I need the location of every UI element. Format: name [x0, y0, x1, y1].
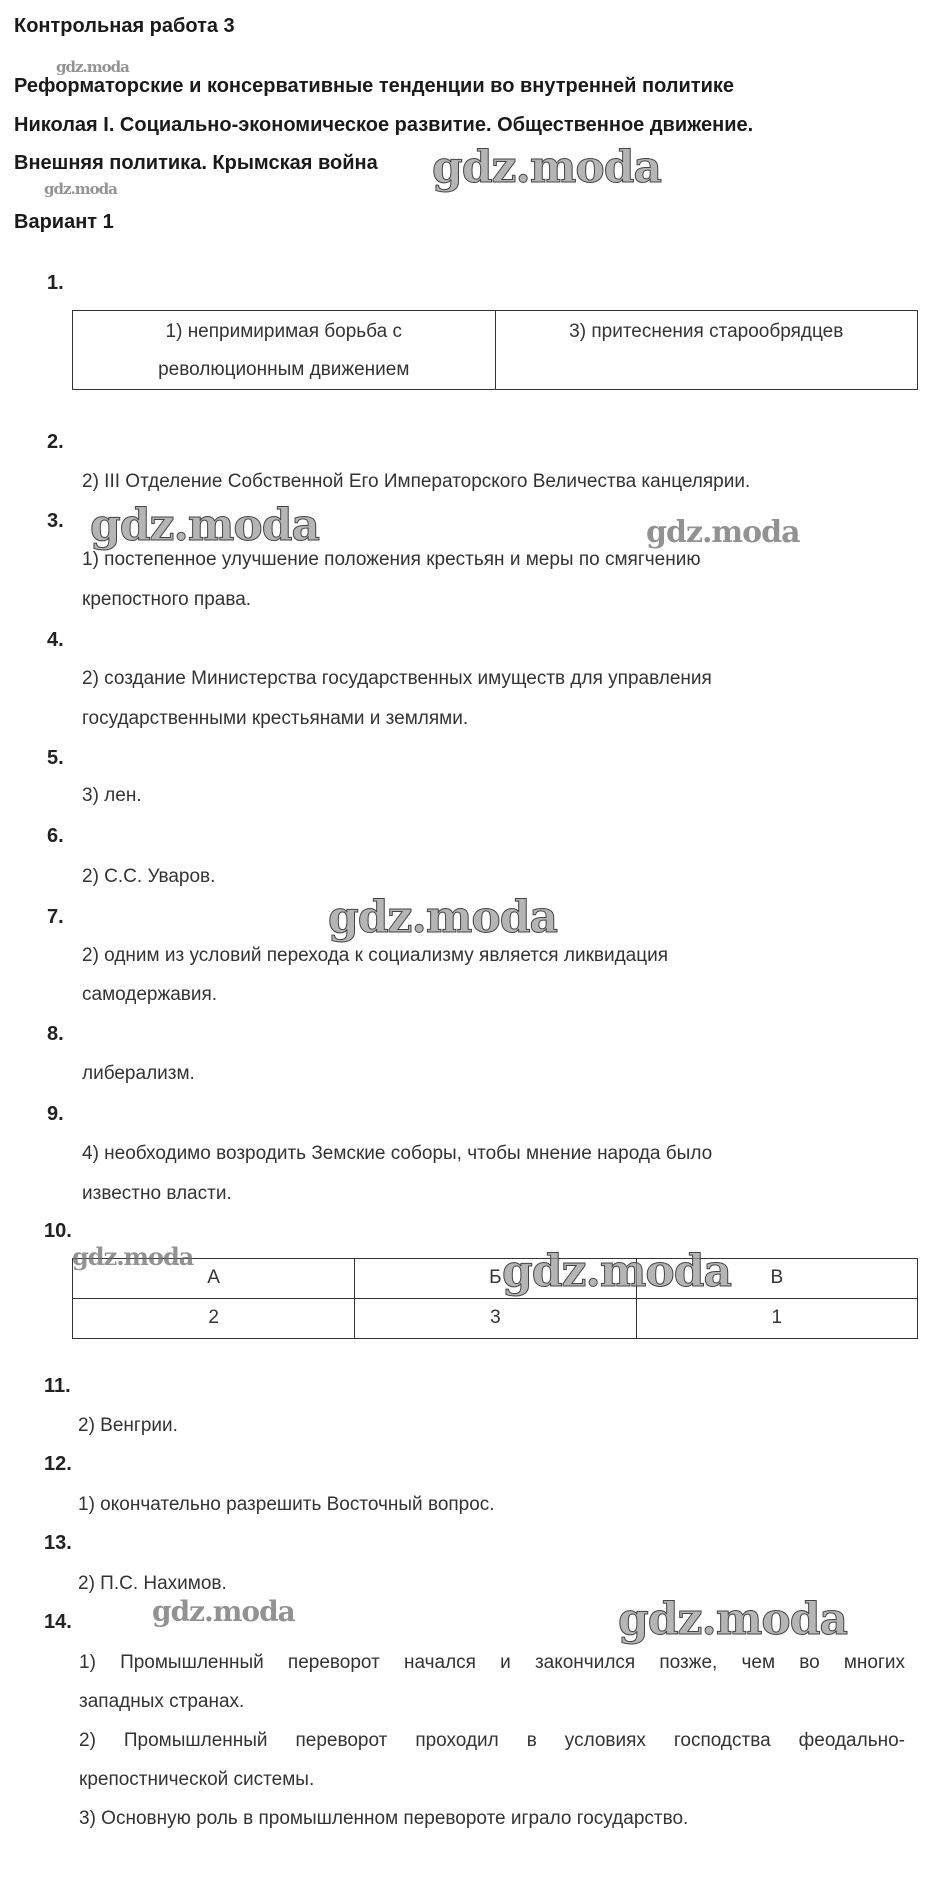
heading-line-2: Николая I. Социально-экономическое развитие. Общественное движение.	[14, 114, 754, 136]
question-number: 13.	[44, 1532, 72, 1554]
answer-text: 1) Промышленный переворот начался и закончился позже, чем во многих	[79, 1652, 905, 1673]
watermark: gdz.moda	[56, 58, 129, 76]
question-number: 14.	[44, 1611, 72, 1633]
question-number: 11.	[44, 1375, 71, 1397]
answer-text: известно власти.	[82, 1183, 232, 1204]
answer-text: 3) лен.	[82, 785, 142, 806]
watermark: gdz.moda	[618, 1594, 848, 1645]
answer-text: 2) П.С. Нахимов.	[78, 1573, 227, 1594]
matching-table	[72, 1258, 918, 1339]
variant-label: Вариант 1	[14, 211, 114, 233]
watermark: gdz.moda	[44, 180, 117, 198]
question-number: 1.	[47, 272, 64, 294]
table-cell: 3) притеснения старообрядцев	[495, 311, 918, 390]
watermark: gdz.moda	[72, 1242, 194, 1271]
answer-text: крепостного права.	[82, 589, 252, 610]
answer-text: 1) постепенное улучшение положения крестьян и меры по смягчению	[82, 549, 701, 570]
answer-text: 2) III Отделение Собственной Его Императорского Величества канцелярии.	[82, 471, 751, 492]
table-cell: 1	[636, 1299, 917, 1339]
watermark: gdz.moda	[328, 892, 558, 943]
answer-text: 2) Промышленный переворот проходил в условиях господства феодально-	[79, 1730, 905, 1751]
answer-text: самодержавия.	[82, 984, 218, 1005]
question-number: 7.	[47, 906, 64, 928]
answer-text: 2) создание Министерства государственных имуществ для управления	[82, 668, 712, 689]
question-number: 5.	[47, 747, 64, 769]
table-header-cell: Б	[355, 1259, 636, 1299]
question-number: 6.	[47, 825, 64, 847]
watermark: gdz.moda	[646, 515, 800, 550]
table-cell: 2	[73, 1299, 355, 1339]
answer-text: крепостнической системы.	[79, 1769, 315, 1790]
heading-line-3: Внешняя политика. Крымская война	[14, 152, 378, 174]
watermark: gdz.moda	[152, 1595, 295, 1628]
answer-text: либерализм.	[82, 1063, 195, 1084]
watermark: gdz.moda	[90, 500, 320, 551]
table-cell: 1) непримиримая борьба с революционным движением	[73, 311, 496, 390]
table-header-cell: А	[73, 1259, 355, 1299]
answer-text: западных странах.	[79, 1691, 245, 1712]
answer-table-1	[72, 310, 918, 390]
watermark: gdz.moda	[502, 1246, 732, 1297]
table-cell: 3	[355, 1299, 636, 1339]
table-header-cell: В	[636, 1259, 917, 1299]
question-number: 4.	[47, 629, 64, 651]
answer-text: 2) одним из условий перехода к социализму является ликвидация	[82, 945, 669, 966]
answer-text: 4) необходимо возродить Земские соборы, чтобы мнение народа было	[82, 1143, 713, 1164]
question-number: 12.	[44, 1453, 72, 1475]
answer-text: государственными крестьянами и землями.	[82, 708, 469, 729]
watermark: gdz.moda	[432, 142, 662, 193]
answer-text: 2) С.С. Уваров.	[82, 866, 216, 887]
page-title: Контрольная работа 3	[14, 15, 235, 37]
question-number: 8.	[47, 1023, 64, 1045]
answer-text: 2) Венгрии.	[78, 1415, 178, 1436]
heading-line-1: Реформаторские и консервативные тенденции во внутренней политике	[14, 75, 735, 97]
question-number: 3.	[47, 510, 64, 532]
answer-text: 3) Основную роль в промышленном перевороте играло государство.	[79, 1808, 689, 1829]
question-number: 10.	[44, 1220, 72, 1242]
question-number: 9.	[47, 1103, 64, 1125]
answer-text: 1) окончательно разрешить Восточный вопрос.	[78, 1494, 495, 1515]
question-number: 2.	[47, 431, 64, 453]
